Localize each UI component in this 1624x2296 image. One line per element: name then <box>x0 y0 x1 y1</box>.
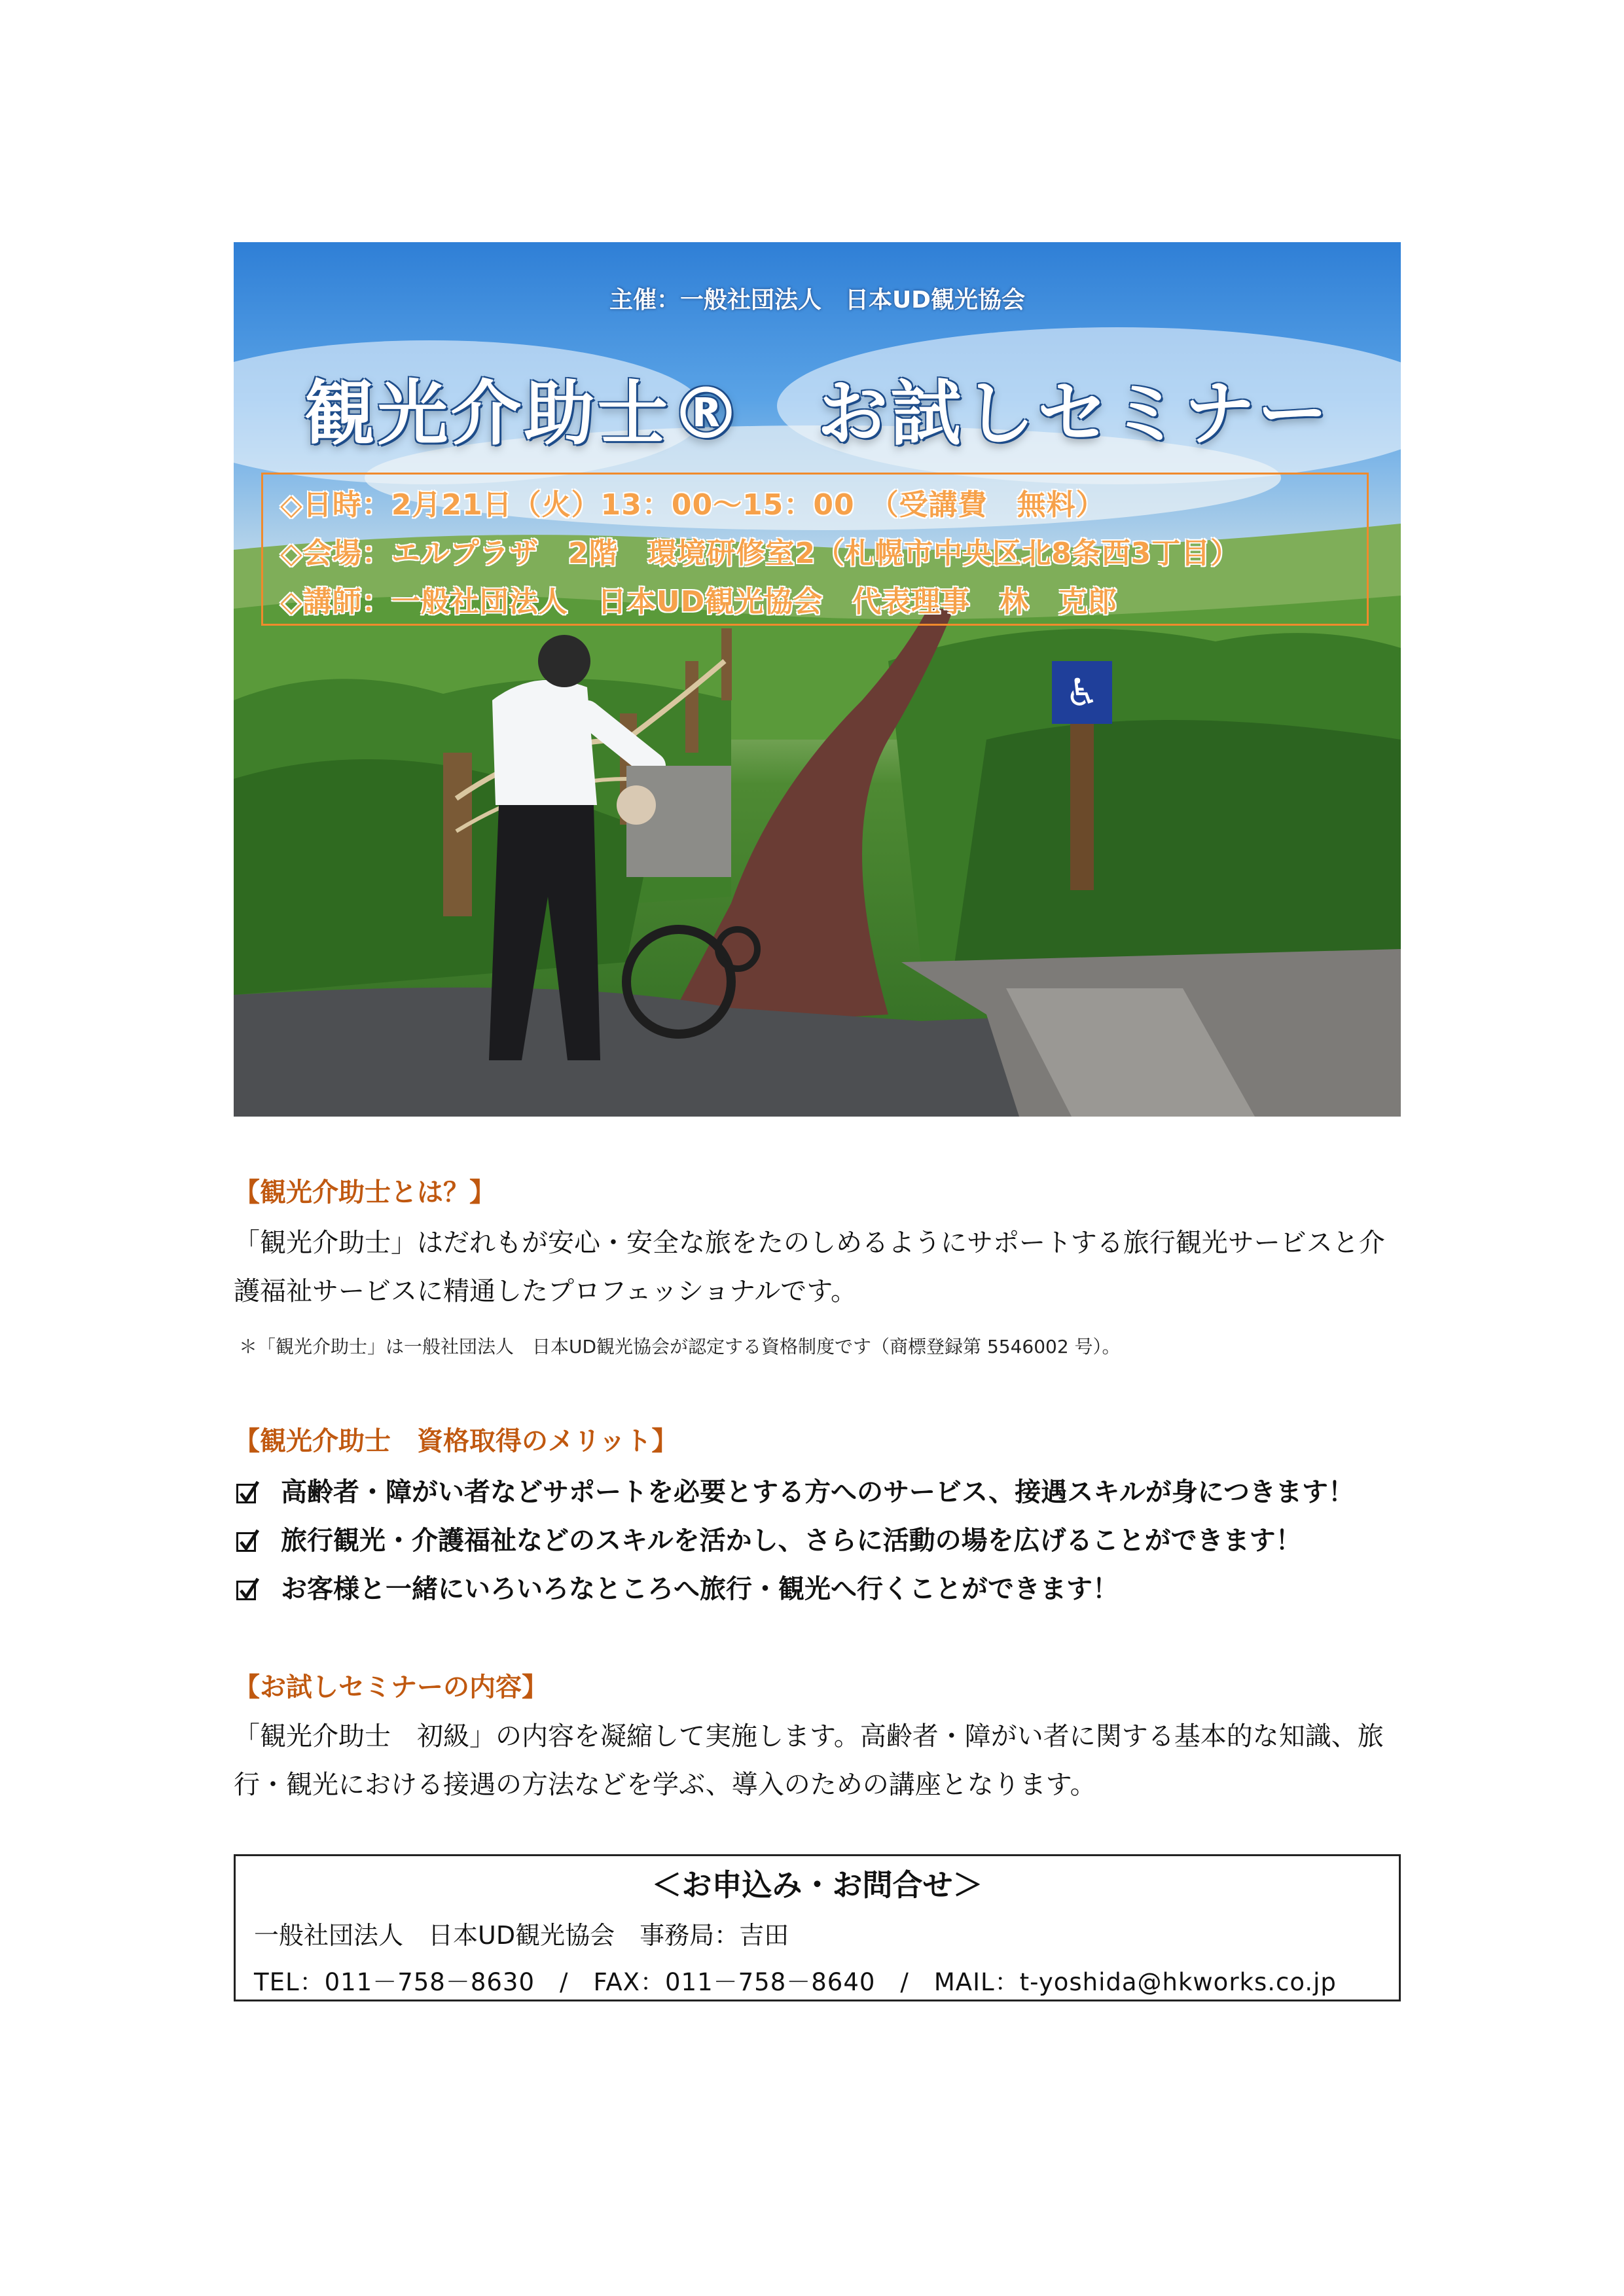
event-lecturer: ◇講師：一般社団法人 日本UD観光協会 代表理事 林 克郎 <box>280 585 1118 619</box>
merit-text: 高齢者・障がい者などサポートを必要とする方へのサービス、接遇スキルが身につきます！ <box>281 1477 1354 1507</box>
wheelchair-accessible-icon: ♿ <box>1065 670 1099 715</box>
organizer-label: 主催：一般社団法人 日本UD観光協会 <box>609 287 1026 314</box>
merit-item <box>234 1471 1354 1509</box>
section-heading-merits: 【観光介助士 資格取得のメリット】 <box>234 1426 678 1456</box>
event-info-box <box>261 473 1369 626</box>
about-line: 護福祉サービスに精通したプロフェッショナルです。 <box>234 1276 857 1306</box>
merit-text: 旅行観光・介護福祉などのスキルを活かし、さらに活動の場を広げることができます！ <box>281 1526 1302 1556</box>
content-line: 行・観光における接遇の方法などを学ぶ、導入のための講座となります。 <box>234 1770 1096 1800</box>
about-line: 「観光介助士」はだれもが安心・安全な旅をたのしめるようにサポートする旅行観光サービスと介 <box>234 1228 1385 1258</box>
checkbox-checked-icon <box>236 1532 256 1552</box>
trademark-note: ＊「観光介助士」は一般社団法人 日本UD観光協会が認定する資格制度です（商標登録第 5546002 号）。 <box>239 1336 1121 1357</box>
checkbox-checked-icon <box>236 1581 256 1600</box>
hero-photo <box>234 242 1401 1117</box>
contact-details: TEL：011－758－8630 / FAX：011－758－8640 / MAIL：t-yoshida@hkworks.co.jp <box>254 1968 1337 1996</box>
content-paragraph <box>234 1712 1405 1809</box>
contact-box <box>234 1854 1401 2001</box>
contact-title: ＜お申込み・お問合せ＞ <box>651 1867 983 1903</box>
page-title: 観光介助士® お試しセミナー <box>304 373 1331 455</box>
event-date: ◇日時：2月21日（火）13：00～15：00 （受講費 無料） <box>280 488 1106 522</box>
event-venue: ◇会場：エルプラザ 2階 環境研修室2（札幌市中央区北8条西3丁目） <box>280 537 1240 570</box>
section-heading-about: 【観光介助士とは？】 <box>234 1177 496 1208</box>
section-heading-content: 【お試しセミナーの内容】 <box>234 1672 548 1702</box>
about-paragraph <box>234 1219 1405 1316</box>
contact-organization: 一般社団法人 日本UD観光協会 事務局：吉田 <box>254 1921 789 1950</box>
merit-text: お客様と一緒にいろいろなところへ旅行・観光へ行くことができます！ <box>281 1574 1119 1604</box>
merit-item <box>234 1568 1119 1605</box>
content-line: 「観光介助士 初級」の内容を凝縮して実施します。高齢者・障がい者に関する基本的な知識、旅 <box>234 1721 1384 1751</box>
merit-item <box>234 1520 1302 1557</box>
checkbox-checked-icon <box>236 1484 256 1503</box>
